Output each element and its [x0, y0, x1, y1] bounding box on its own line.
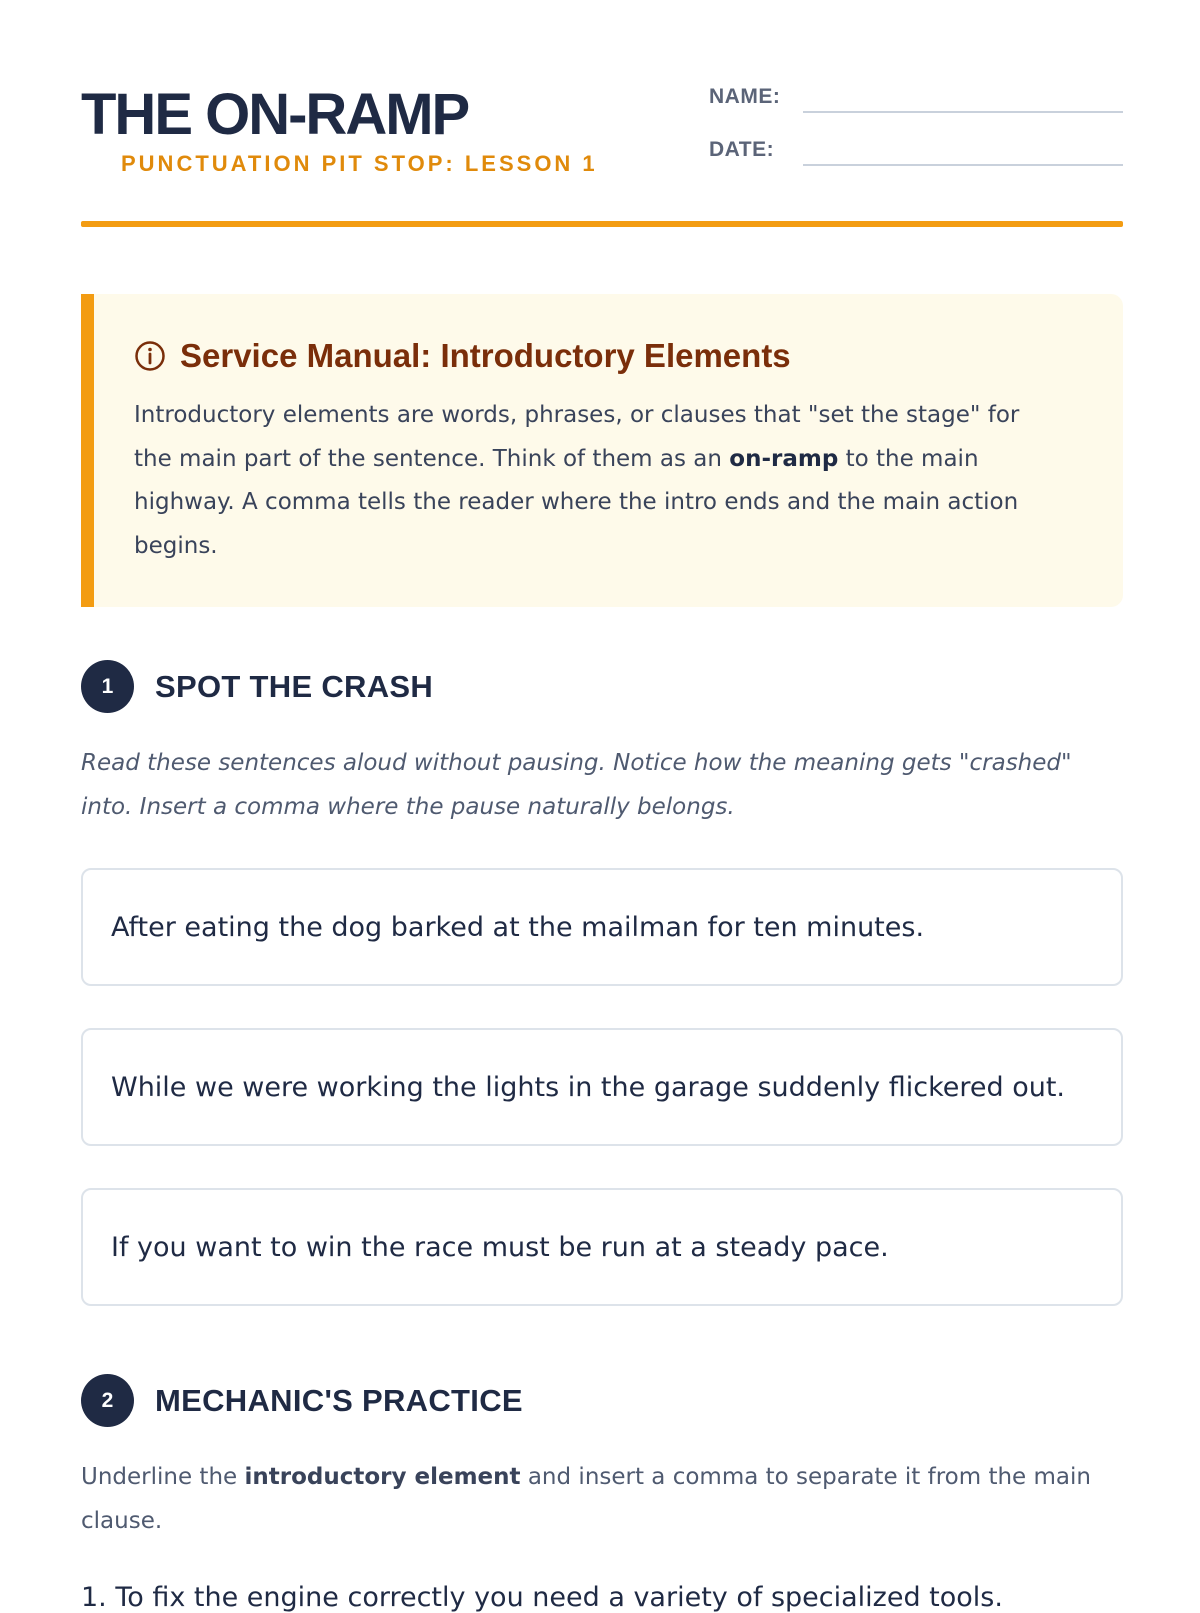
sentence-text: If you want to win the race must be run at a steady pace.	[111, 1231, 889, 1263]
practice-item: 1. To fix the engine correctly you need a variety of specialized tools.	[81, 1582, 1003, 1613]
callout-body-text: Introductory elements are words, phrases, or clauses that "set the stage" for the main part of the sentence. Think of them as an	[134, 402, 1020, 472]
name-field[interactable]	[803, 111, 1123, 113]
section-1-instructions: Read these sentences aloud without pausing. Notice how the meaning gets "crashed" into. Insert a comma where the pause naturally belongs.	[81, 750, 1072, 820]
sentence-text: While we were working the lights in the garage suddenly flickered out.	[111, 1071, 1066, 1103]
sentence-box[interactable]	[81, 1188, 1123, 1306]
callout-title: Service Manual: Introductory Elements	[180, 337, 791, 374]
sentence-box[interactable]	[81, 868, 1123, 986]
instructions-bold: introductory element	[244, 1464, 521, 1490]
service-manual-callout	[81, 294, 1123, 607]
lesson-subtitle: PUNCTUATION PIT STOP: LESSON 1	[121, 151, 598, 176]
sentence-box[interactable]	[81, 1028, 1123, 1146]
instructions-text-end: and insert a comma to separate it from the main clause.	[81, 1464, 1091, 1534]
section-1-heading	[81, 660, 433, 713]
worksheet-title: THE ON-RAMP	[81, 82, 469, 147]
section-number-badge: 1	[81, 660, 134, 713]
callout-body-bold: on-ramp	[729, 445, 839, 472]
student-info-fields	[709, 84, 1123, 190]
worksheet-header	[81, 84, 1123, 224]
date-label: DATE:	[709, 138, 775, 161]
section-2-heading	[81, 1374, 523, 1427]
callout-body	[134, 394, 1064, 568]
date-field-row	[709, 137, 1123, 190]
callout-body-text-end: to the main highway. A comma tells the reader where the intro ends and the main action begins.	[134, 445, 1019, 559]
header-divider	[81, 221, 1123, 227]
name-label: NAME:	[709, 85, 781, 108]
date-field[interactable]	[803, 164, 1123, 166]
section-2-instructions	[81, 1456, 1121, 1543]
section-number-badge: 2	[81, 1374, 134, 1427]
callout-heading	[134, 336, 791, 376]
instructions-text: Underline the	[81, 1464, 245, 1490]
section-title: SPOT THE CRASH	[155, 668, 434, 704]
sentence-text: After eating the dog barked at the mailman for ten minutes.	[111, 911, 925, 943]
name-field-row	[709, 84, 1123, 137]
section-title: MECHANIC'S PRACTICE	[155, 1382, 523, 1418]
info-circle-icon	[134, 340, 166, 372]
